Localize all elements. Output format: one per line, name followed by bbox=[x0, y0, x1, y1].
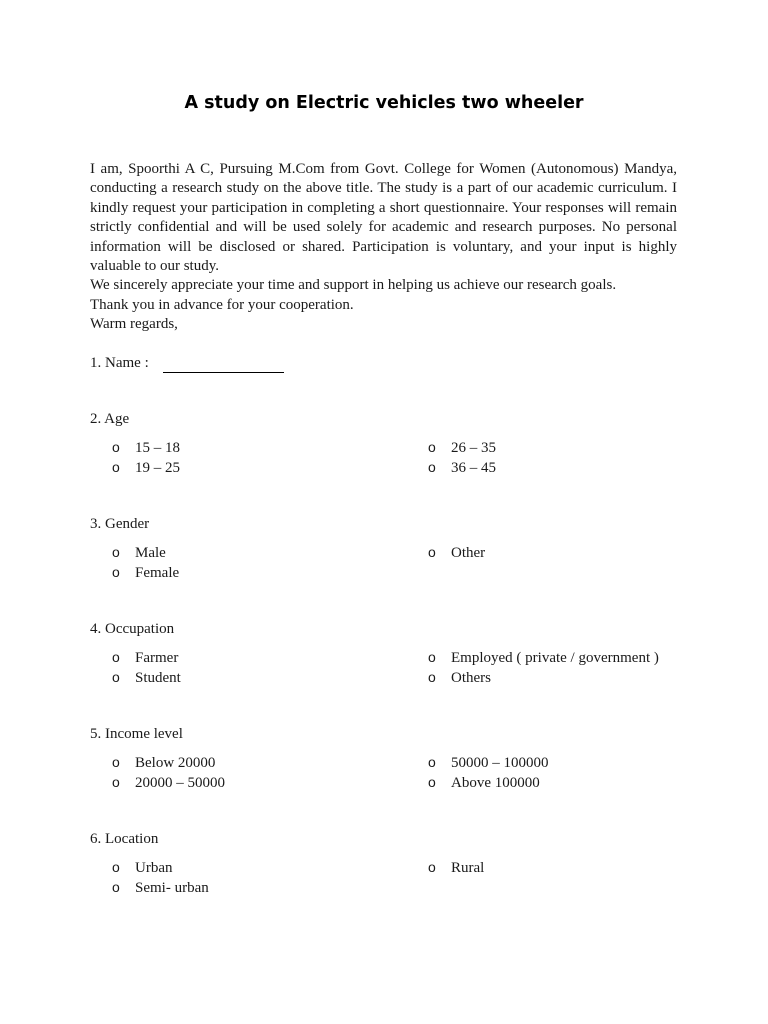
option-label: 19 – 25 bbox=[135, 460, 180, 477]
bullet-icon: o bbox=[112, 879, 120, 896]
option-gender-female[interactable] bbox=[112, 563, 179, 583]
question-gender bbox=[90, 515, 690, 582]
income-options-right bbox=[428, 753, 549, 794]
name-blank-line[interactable] bbox=[163, 355, 284, 373]
income-options-left bbox=[112, 753, 225, 794]
bullet-icon: o bbox=[112, 459, 120, 476]
bullet-icon: o bbox=[112, 439, 120, 455]
option-income-20000-50000[interactable] bbox=[112, 773, 225, 793]
appreciation-line: We sincerely appreciate your time and support in helping us achieve our research goals. bbox=[90, 277, 617, 294]
option-age-15-18[interactable] bbox=[112, 438, 180, 458]
gender-options-left bbox=[112, 543, 179, 584]
bullet-icon: o bbox=[112, 669, 120, 686]
question-name bbox=[90, 354, 284, 373]
gender-label: 3. Gender bbox=[90, 516, 150, 532]
option-label: Below 20000 bbox=[135, 755, 216, 771]
option-label: Female bbox=[135, 565, 180, 582]
option-label: Employed ( private / government ) bbox=[451, 650, 659, 666]
bullet-icon: o bbox=[112, 859, 120, 875]
option-label: 36 – 45 bbox=[451, 460, 496, 477]
option-occupation-employed[interactable] bbox=[428, 648, 659, 668]
occupation-options-left bbox=[112, 648, 181, 689]
bullet-icon: o bbox=[428, 544, 436, 560]
option-location-rural[interactable] bbox=[428, 858, 484, 878]
location-options-right bbox=[428, 858, 484, 878]
occupation-options-right bbox=[428, 648, 659, 689]
option-label: Rural bbox=[451, 860, 485, 876]
location-label: 6. Location bbox=[90, 831, 159, 847]
bullet-icon: o bbox=[112, 544, 120, 560]
option-occupation-farmer[interactable] bbox=[112, 648, 181, 668]
bullet-icon: o bbox=[428, 439, 436, 455]
gender-options-right bbox=[428, 543, 485, 563]
option-label: 20000 – 50000 bbox=[135, 775, 225, 792]
name-label: 1. Name : bbox=[90, 355, 149, 371]
closing-line: Warm regards, bbox=[90, 316, 178, 333]
bullet-icon: o bbox=[428, 754, 436, 770]
page-title: A study on Electric vehicles two wheeler bbox=[184, 93, 584, 113]
option-occupation-student[interactable] bbox=[112, 668, 181, 688]
occupation-label: 4. Occupation bbox=[90, 621, 175, 637]
question-income bbox=[90, 725, 690, 792]
thanks-line: Thank you in advance for your cooperation. bbox=[90, 296, 354, 313]
option-label: Others bbox=[451, 670, 491, 687]
option-location-semi-urban[interactable] bbox=[112, 878, 209, 898]
income-label: 5. Income level bbox=[90, 726, 183, 742]
option-label: Student bbox=[135, 670, 181, 687]
bullet-icon: o bbox=[428, 649, 436, 665]
option-label: Other bbox=[451, 545, 486, 561]
option-gender-other[interactable] bbox=[428, 543, 485, 563]
bullet-icon: o bbox=[428, 459, 436, 476]
bullet-icon: o bbox=[428, 859, 436, 875]
question-occupation bbox=[90, 620, 690, 687]
option-income-above-100000[interactable] bbox=[428, 773, 549, 793]
question-age bbox=[90, 410, 690, 477]
age-options-right bbox=[428, 438, 496, 479]
bullet-icon: o bbox=[112, 774, 120, 791]
intro-section bbox=[90, 160, 677, 335]
bullet-icon: o bbox=[428, 669, 436, 686]
option-label: 26 – 35 bbox=[451, 440, 496, 456]
age-options-left bbox=[112, 438, 180, 479]
option-age-36-45[interactable] bbox=[428, 458, 496, 478]
option-age-19-25[interactable] bbox=[112, 458, 180, 478]
option-label: 50000 – 100000 bbox=[451, 755, 549, 771]
option-occupation-others[interactable] bbox=[428, 668, 659, 688]
option-label: 15 – 18 bbox=[135, 440, 180, 456]
option-label: Above 100000 bbox=[451, 775, 540, 792]
location-options-left bbox=[112, 858, 209, 899]
option-age-26-35[interactable] bbox=[428, 438, 496, 458]
option-income-below-20000[interactable] bbox=[112, 753, 225, 773]
age-label: 2. Age bbox=[90, 411, 130, 427]
option-label: Farmer bbox=[135, 650, 179, 666]
intro-paragraph: I am, Spoorthi A C, Pursuing M.Com from Govt. College for Women (Autonomous) Mandya, conducting a research study on the above title. The study is a part of our academic curriculum. I kindly request your participation in completing a short questionnaire. Your responses will remain strictly confidential and will be used solely for academic and research purposes. No personal information will be disclosed or shared. Participation is voluntary, and your input is highly valuable to our study. bbox=[90, 161, 677, 275]
option-label: Male bbox=[135, 545, 166, 561]
option-location-urban[interactable] bbox=[112, 858, 209, 878]
bullet-icon: o bbox=[112, 564, 120, 581]
option-gender-male[interactable] bbox=[112, 543, 179, 563]
bullet-icon: o bbox=[428, 774, 436, 791]
bullet-icon: o bbox=[112, 754, 120, 770]
option-label: Urban bbox=[135, 860, 173, 876]
option-income-50000-100000[interactable] bbox=[428, 753, 549, 773]
question-location bbox=[90, 830, 690, 897]
option-label: Semi- urban bbox=[135, 880, 209, 897]
bullet-icon: o bbox=[112, 649, 120, 665]
